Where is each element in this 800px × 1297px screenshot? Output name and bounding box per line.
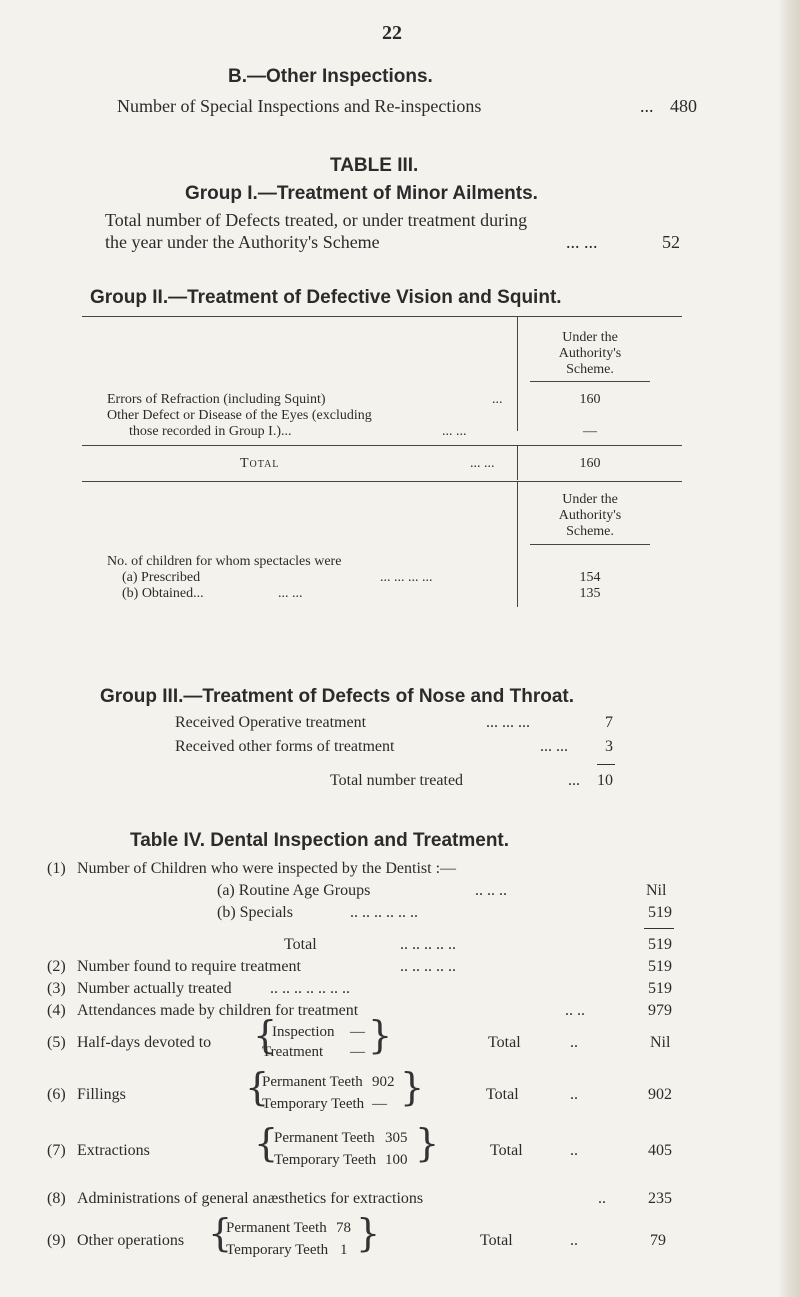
table4-heading: Table IV. Dental Inspection and Treatment.	[130, 830, 510, 851]
group2-top-rule	[82, 316, 682, 317]
group2-column-divider-2	[517, 445, 518, 480]
spectacles-header-rule	[530, 544, 650, 545]
item7-leader: ..	[570, 1142, 578, 1159]
item6-total-label: Total	[486, 1086, 519, 1103]
group2-total-leader: ... ...	[470, 456, 495, 471]
routine-age-groups-label: (a) Routine Age Groups	[217, 882, 371, 899]
group1-leader: ... ...	[566, 232, 598, 252]
specials-label: (b) Specials	[217, 904, 293, 921]
item9-permanent-value: 78	[336, 1220, 351, 1236]
group2-total-value: 160	[579, 456, 601, 471]
item7-permanent-value: 305	[385, 1130, 408, 1146]
operative-treatment-leader: ... ... ...	[486, 714, 530, 731]
prescribed-label: (a) Prescribed	[122, 570, 201, 585]
spectacles-col-header-line3: Scheme.	[566, 524, 614, 539]
group2-col-header-line1: Under the	[562, 330, 618, 345]
group1-value: 52	[662, 232, 680, 252]
table3-heading: TABLE III.	[330, 155, 419, 176]
group1-text-line2: the year under the Authority's Scheme	[105, 232, 380, 252]
item4-number: (4)	[47, 1002, 66, 1019]
item1-sum-rule	[644, 928, 674, 929]
scan-edge-shadow	[778, 0, 800, 1297]
item9-leader: ..	[570, 1232, 578, 1249]
item7-number: (7)	[47, 1142, 66, 1159]
group2-total-label: Total	[240, 456, 280, 471]
refraction-leader: ...	[492, 392, 503, 407]
group2-column-divider-3	[517, 481, 518, 607]
group1-heading: Group I.—Treatment of Minor Ailments.	[185, 183, 538, 204]
section-b-heading: B.—Other Inspections.	[228, 66, 433, 87]
item5-number: (5)	[47, 1034, 66, 1051]
item5-value: Nil	[650, 1034, 671, 1051]
other-treatment-value: 3	[605, 738, 613, 755]
group3-total-leader: ...	[568, 772, 580, 789]
item5-inspection-label: Inspection	[272, 1024, 335, 1040]
item6-temporary-label: Temporary Teeth	[262, 1096, 365, 1112]
special-inspections-label: Number of Special Inspections and Re-inspections	[117, 96, 482, 116]
item6-text: Fillings	[77, 1086, 126, 1103]
item6-permanent-value: 902	[372, 1074, 395, 1090]
operative-treatment-value: 7	[605, 714, 613, 731]
item8-number: (8)	[47, 1190, 66, 1207]
item5-leader: ..	[570, 1034, 578, 1051]
group3-heading: Group III.—Treatment of Defects of Nose and Throat.	[100, 686, 574, 707]
item5-total-label: Total	[488, 1034, 521, 1051]
group2-header-rule	[530, 381, 650, 382]
item9-right-brace: }	[356, 1211, 381, 1255]
item8-value: 235	[648, 1190, 672, 1207]
page-number: 22	[382, 22, 402, 44]
item1-total-value: 519	[648, 936, 672, 953]
spectacles-col-header-line2: Authority's	[558, 508, 622, 523]
refraction-label: Errors of Refraction (including Squint)	[107, 392, 326, 407]
item8-text: Administrations of general anæsthetics for extractions	[77, 1190, 424, 1207]
item6-number: (6)	[47, 1086, 66, 1103]
item3-leader: .. .. .. .. .. .. ..	[270, 980, 350, 997]
item9-text: Other operations	[77, 1232, 185, 1249]
item7-total-label: Total	[490, 1142, 523, 1159]
spectacles-label: No. of children for whom spectacles were	[107, 554, 342, 569]
obtained-leader: ... ...	[278, 586, 303, 601]
spectacles-col-header-line1: Under the	[562, 492, 618, 507]
item6-temporary-value: —	[372, 1096, 387, 1112]
item5-right-brace: }	[368, 1013, 393, 1057]
item2-text: Number found to require treatment	[77, 958, 301, 975]
item6-value: 902	[648, 1086, 672, 1103]
item7-text: Extractions	[77, 1142, 150, 1159]
item7-right-brace: }	[415, 1121, 440, 1165]
item6-left-brace: {	[245, 1065, 270, 1109]
item7-left-brace: {	[254, 1121, 279, 1165]
item1-total-leader: .. .. .. .. ..	[400, 936, 456, 953]
item1-total-label: Total	[284, 936, 317, 953]
item7-value: 405	[648, 1142, 672, 1159]
item3-number: (3)	[47, 980, 66, 997]
routine-age-groups-value: Nil	[646, 882, 667, 899]
other-defect-value: —	[583, 424, 597, 439]
group2-column-divider-1	[517, 316, 518, 431]
item5-inspection-value: —	[350, 1024, 365, 1040]
special-inspections-leader: ...	[640, 96, 654, 116]
group3-total-label: Total number treated	[330, 772, 464, 789]
routine-age-groups-leader: .. .. ..	[475, 882, 507, 899]
item1-text: Number of Children who were inspected by the Dentist :—	[77, 860, 457, 877]
item6-permanent-label: Permanent Teeth	[262, 1074, 363, 1090]
item9-value: 79	[650, 1232, 666, 1249]
item8-leader: ..	[598, 1190, 606, 1207]
obtained-label: (b) Obtained...	[122, 586, 204, 601]
group2-col-header-line3: Scheme.	[566, 362, 614, 377]
obtained-value: 135	[579, 586, 601, 601]
item5-left-brace: {	[253, 1013, 278, 1057]
group3-sum-rule	[597, 764, 615, 765]
item4-leader: .. ..	[565, 1002, 585, 1019]
prescribed-leader: ... ... ... ...	[380, 570, 433, 585]
other-defect-leader: ... ...	[442, 424, 467, 439]
item7-temporary-label: Temporary Teeth	[274, 1152, 377, 1168]
group3-total-value: 10	[597, 772, 613, 789]
other-defect-label-line1: Other Defect or Disease of the Eyes (excluding	[107, 408, 372, 423]
other-treatment-label: Received other forms of treatment	[175, 738, 395, 755]
group2-spectacles-top-rule	[82, 481, 682, 482]
item7-permanent-label: Permanent Teeth	[274, 1130, 375, 1146]
item7-temporary-value: 100	[385, 1152, 408, 1168]
item9-permanent-label: Permanent Teeth	[226, 1220, 327, 1236]
specials-leader: .. .. .. .. .. ..	[350, 904, 418, 921]
item5-text: Half-days devoted to	[77, 1034, 212, 1051]
item9-temporary-label: Temporary Teeth	[226, 1242, 329, 1258]
other-defect-label-line2: those recorded in Group I.)...	[129, 424, 292, 439]
item2-number: (2)	[47, 958, 66, 975]
item3-text: Number actually treated	[77, 980, 232, 997]
item9-left-brace: {	[208, 1211, 233, 1255]
item5-treatment-label: Treatment	[262, 1044, 324, 1060]
item3-value: 519	[648, 980, 672, 997]
specials-value: 519	[648, 904, 672, 921]
item2-value: 519	[648, 958, 672, 975]
special-inspections-value: 480	[670, 96, 697, 116]
operative-treatment-label: Received Operative treatment	[175, 714, 367, 731]
group2-heading: Group II.—Treatment of Defective Vision and Squint.	[90, 287, 562, 308]
item6-right-brace: }	[400, 1065, 425, 1109]
prescribed-value: 154	[579, 570, 601, 585]
item4-value: 979	[648, 1002, 672, 1019]
item9-number: (9)	[47, 1232, 66, 1249]
other-treatment-leader: ... ...	[540, 738, 568, 755]
group2-total-top-rule	[82, 445, 682, 446]
item6-leader: ..	[570, 1086, 578, 1103]
refraction-value: 160	[579, 392, 601, 407]
group1-text-line1: Total number of Defects treated, or under treatment during	[105, 210, 528, 230]
item4-text: Attendances made by children for treatment	[77, 1002, 359, 1019]
item1-number: (1)	[47, 860, 66, 877]
item5-treatment-value: —	[350, 1044, 365, 1060]
item2-leader: .. .. .. .. ..	[400, 958, 456, 975]
group2-col-header-line2: Authority's	[558, 346, 622, 361]
item9-total-label: Total	[480, 1232, 513, 1249]
item9-temporary-value: 1	[340, 1242, 348, 1258]
